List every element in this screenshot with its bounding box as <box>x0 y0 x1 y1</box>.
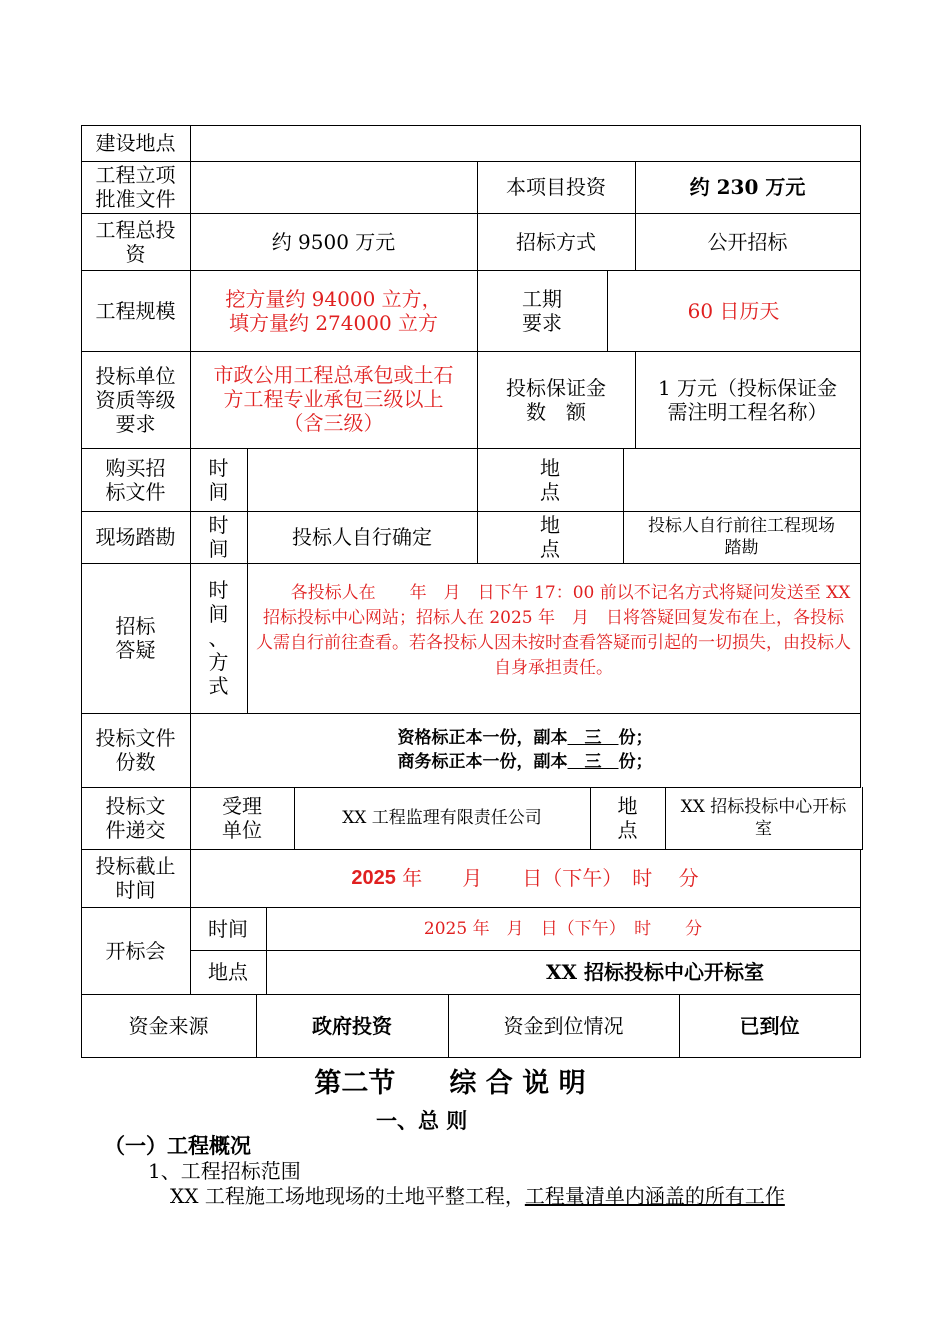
qualification-value: 市政公用工程总承包或土石 方工程专业承包三级以上 （含三级） <box>213 363 454 435</box>
purchase-time-label: 时 间 <box>208 455 229 504</box>
item-scope: 1、工程招标范围 <box>148 1159 301 1183</box>
deadline-value <box>190 849 860 907</box>
duration-label: 工期 要求 <box>522 286 562 335</box>
project-scale-label: 工程规模 <box>95 298 176 323</box>
project-investment-value: 约 230 万元 <box>689 175 806 199</box>
approval-doc-label: 工程立项 批准文件 <box>95 163 176 211</box>
bid-opening-label: 开标会 <box>105 938 166 963</box>
purchase-place-label: 地 点 <box>540 455 560 504</box>
funding-status-value: 已到位 <box>739 1013 800 1038</box>
receiving-unit-value: XX 工程监理有限责任公司 <box>342 808 542 828</box>
deadline-rest: 年 月 日（下午） 时 分 <box>395 866 699 890</box>
purchase-docs-label: 购买招 标文件 <box>105 455 166 504</box>
deadline-year: 2025 <box>351 867 396 889</box>
bid-copies-label: 投标文件 份数 <box>95 726 176 774</box>
opening-place-value: XX 招标投标中心开标室 <box>546 960 764 984</box>
bid-submission-label: 投标文 件递交 <box>105 794 166 842</box>
project-scale-value: 挖方量约 94000 立方， 填方量约 274000 立方 <box>225 286 442 335</box>
qualification-copies-line: 资格标正本一份，副本 三 份； <box>397 728 653 748</box>
heading-project-overview: （一）工程概况 <box>104 1133 251 1158</box>
project-investment-label: 本项目投资 <box>506 175 606 199</box>
qa-time-method-label: 时 间 、 方 式 <box>208 578 229 698</box>
site-visit-time-value: 投标人自行确定 <box>292 525 432 549</box>
submission-place-label: 地 点 <box>617 794 638 842</box>
total-investment-label: 工程总投 资 <box>95 217 176 266</box>
scope-paragraph <box>170 1181 785 1211</box>
receiving-unit-label: 受理 单位 <box>222 794 262 842</box>
submission-place-value: XX 招标投标中心开标 室 <box>680 797 847 839</box>
duration-value: 60 日历天 <box>687 298 780 323</box>
bid-copies-value <box>190 713 860 787</box>
purchase-place-value <box>623 448 860 511</box>
funding-source-label: 资金来源 <box>128 1013 209 1038</box>
deadline-label: 投标截止 时间 <box>95 854 176 902</box>
site-visit-place-label: 地 点 <box>540 513 560 561</box>
construction-site-label: 建设地点 <box>95 131 176 155</box>
bid-bond-label: 投标保证金 数 额 <box>506 375 606 424</box>
site-visit-label: 现场踏勘 <box>95 525 176 549</box>
bid-bond-value: 1 万元（投标保证金 需注明工程名称） <box>657 375 838 424</box>
scope-text-underlined: 工程量清单内涵盖的所有工作 <box>524 1184 785 1208</box>
site-visit-time-label: 时 间 <box>208 513 229 561</box>
section-title: 第二节 综 合 说 明 <box>314 1068 586 1099</box>
opening-time-label: 时间 <box>208 916 248 941</box>
approval-doc-value <box>190 161 477 213</box>
qa-description: 各投标人在 年 月 日下午 17：00 前以不记名方式将疑问发送至 XX 招标投标中心网站；招标人在 2025 年 月 日将答疑回复发布在上，各投标人需自行前往查看。若各投标人因未按时查看答疑而引起的一切损失，由投标人自身承担责任。 <box>256 583 851 678</box>
qualification-label: 投标单位 资质等级 要求 <box>95 363 176 436</box>
bidding-method-value: 公开招标 <box>707 229 788 254</box>
commercial-copies-line: 商务标正本一份，副本 三 份； <box>397 752 653 772</box>
scope-text: XX 工程施工场地现场的土地平整工程， <box>170 1184 525 1208</box>
bidding-method-label: 招标方式 <box>516 229 596 254</box>
purchase-time-value <box>247 448 477 511</box>
site-visit-place-value: 投标人自行前往工程现场 踏勘 <box>648 516 835 558</box>
total-investment-value: 约 9500 万元 <box>271 229 396 254</box>
construction-site-value <box>190 125 860 161</box>
funding-source-value: 政府投资 <box>312 1013 392 1038</box>
funding-status-label: 资金到位情况 <box>503 1013 624 1038</box>
opening-time-value: 2025 年 月 日（下午） 时 分 <box>423 918 703 939</box>
heading-general: 一、总 则 <box>376 1108 468 1133</box>
qa-label: 招标 答疑 <box>115 614 156 662</box>
opening-place-label: 地点 <box>208 960 248 984</box>
